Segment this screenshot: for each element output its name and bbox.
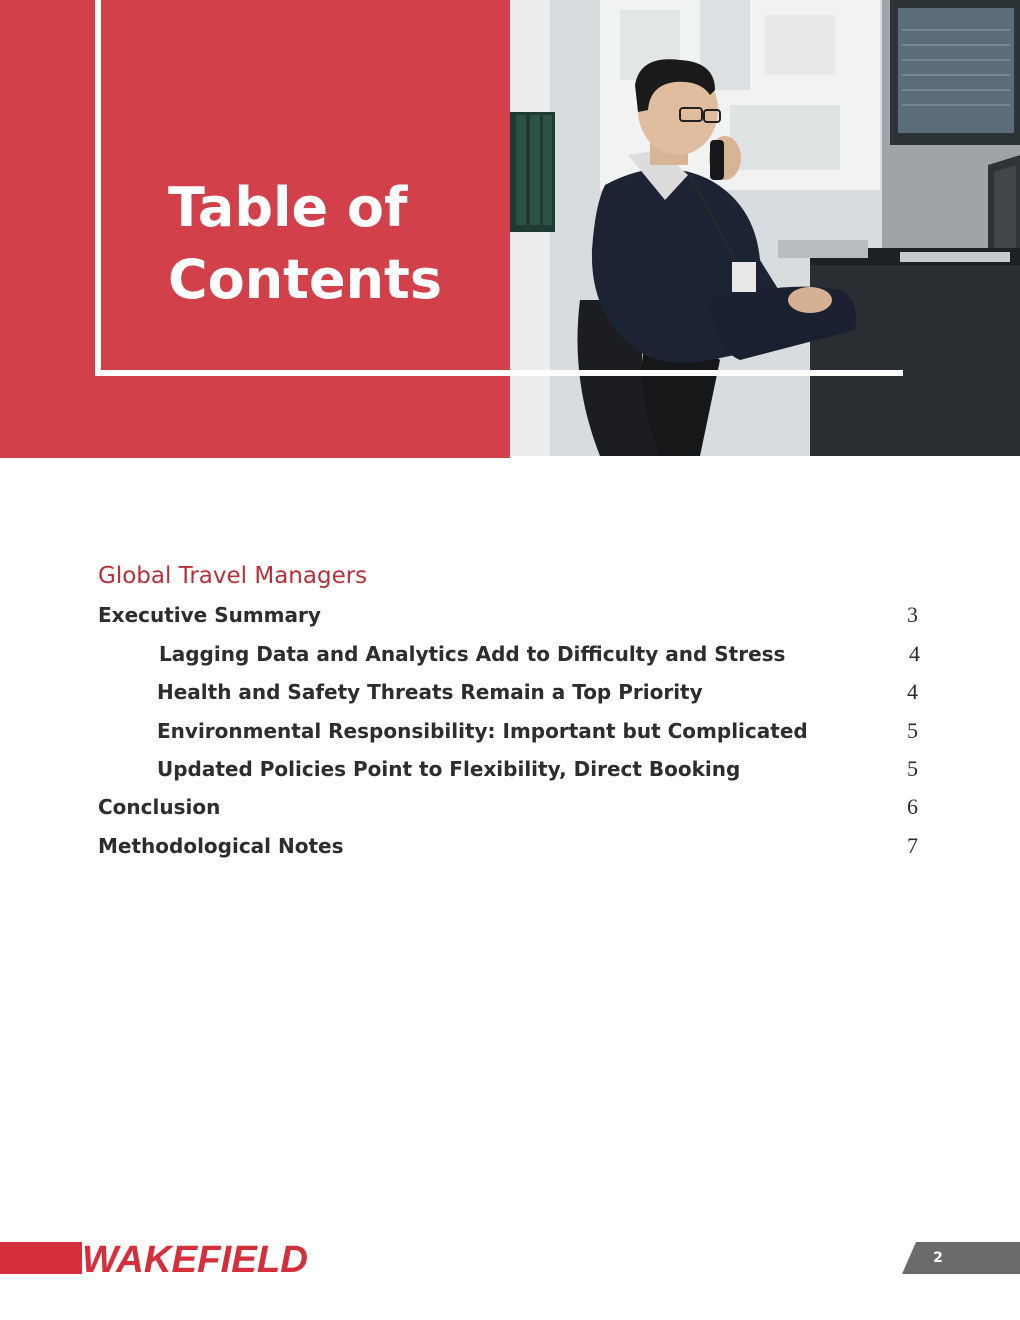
toc-entry-updated-policies[interactable]: Updated Policies Point to Flexibility, Direct Booking bbox=[157, 757, 741, 781]
toc-entry-lagging-data[interactable]: Lagging Data and Analytics Add to Difficulty and Stress bbox=[159, 642, 786, 666]
page-title-line-2: Contents bbox=[168, 248, 443, 311]
toc-section-heading: Global Travel Managers bbox=[98, 563, 368, 589]
page-number: 2 bbox=[933, 1250, 943, 1266]
toc-entry-executive-summary[interactable]: Executive Summary bbox=[98, 603, 321, 627]
toc-page-number: 7 bbox=[907, 833, 918, 858]
toc-page-number: 6 bbox=[907, 794, 918, 819]
frame-left-line bbox=[95, 0, 101, 376]
page-title bbox=[168, 172, 488, 316]
toc-page-number: 5 bbox=[907, 718, 918, 743]
toc-entry-health-safety[interactable]: Health and Safety Threats Remain a Top Priority bbox=[157, 680, 703, 704]
toc-entry-environmental[interactable]: Environmental Responsibility: Important but Complicated bbox=[157, 719, 808, 743]
toc-page-number: 4 bbox=[907, 679, 918, 704]
toc-entry-conclusion[interactable]: Conclusion bbox=[98, 795, 221, 819]
toc-entry-methodological-notes[interactable]: Methodological Notes bbox=[98, 834, 344, 858]
header-photo bbox=[510, 0, 1020, 456]
toc-page-number: 3 bbox=[907, 602, 918, 627]
frame-bottom-line bbox=[95, 370, 903, 376]
footer-red-bar bbox=[0, 1242, 82, 1274]
toc-page-number: 4 bbox=[909, 641, 920, 666]
toc-page-number: 5 bbox=[907, 756, 918, 781]
page-title-line-1: Table of bbox=[168, 176, 408, 239]
page-number-tab bbox=[902, 1242, 1020, 1274]
wakefield-logo bbox=[80, 1236, 312, 1278]
svg-text:WAKEFIELD: WAKEFIELD bbox=[82, 1239, 308, 1278]
